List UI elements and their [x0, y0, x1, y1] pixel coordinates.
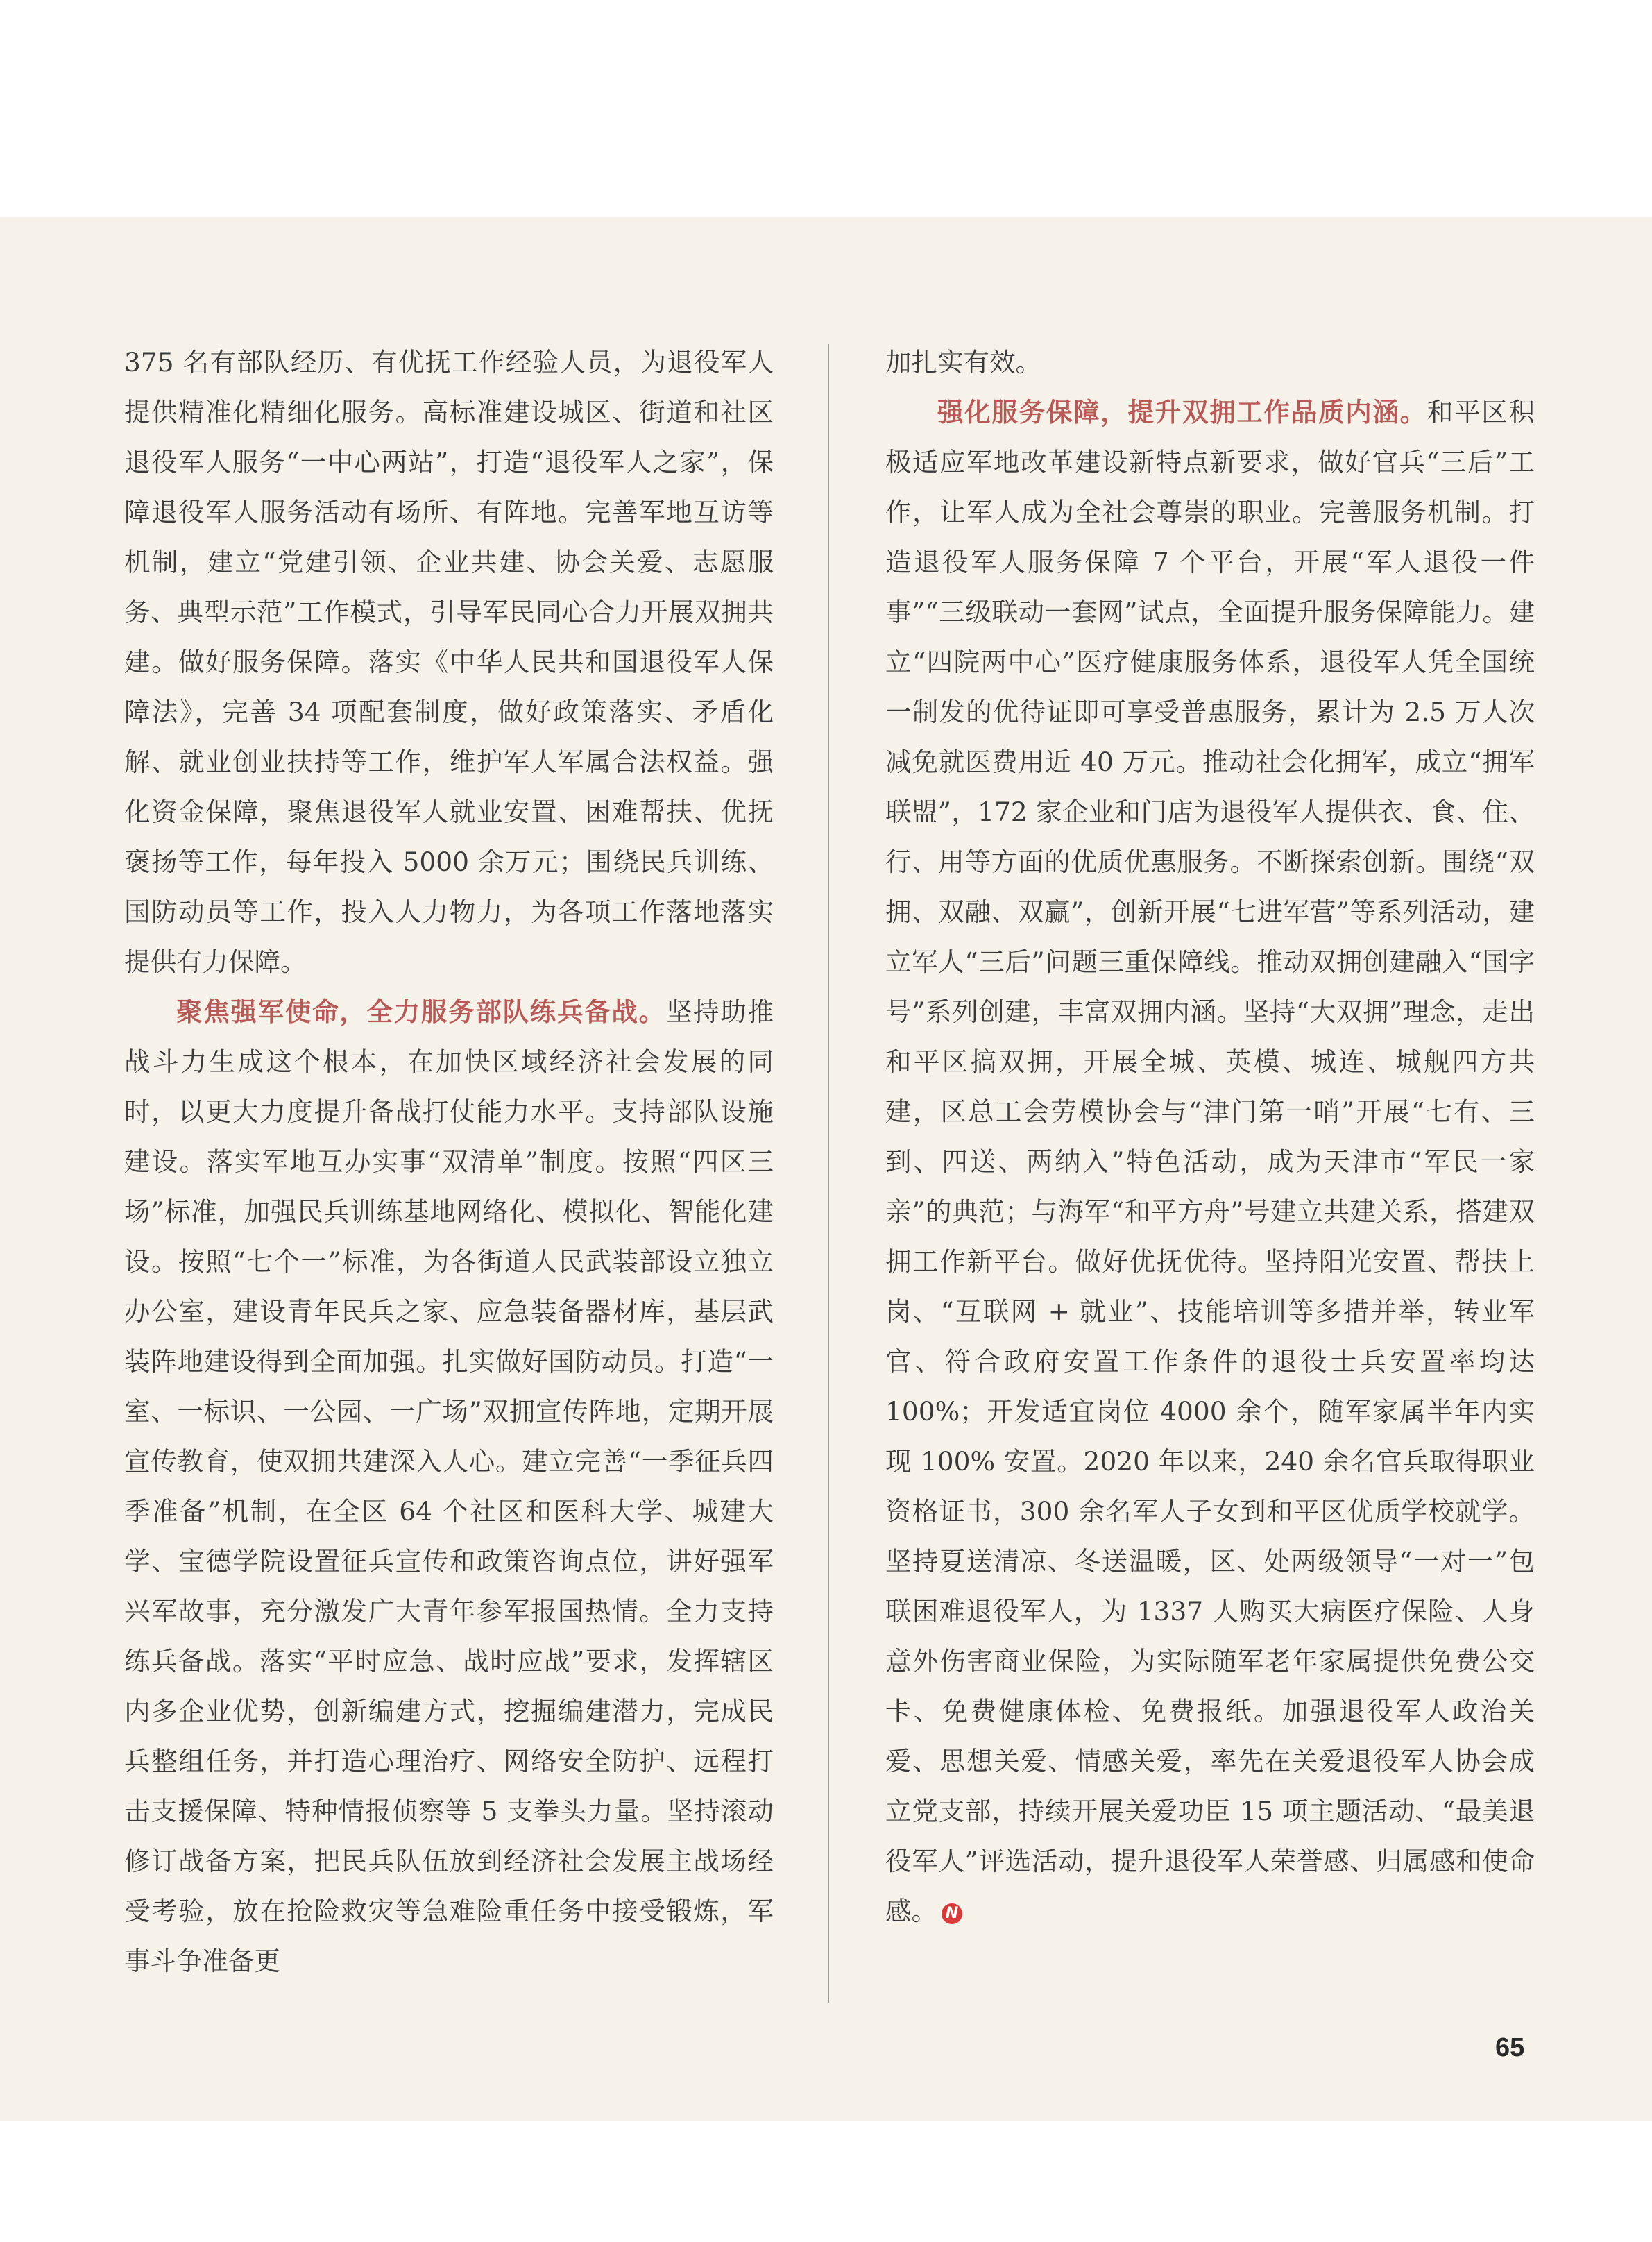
left-paragraph-2-body: 坚持助推战斗力生成这个根本，在加快区域经济社会发展的同时，以更大力度提升备战打仗能力水平。支持部队设施建设。落实军地互办实事“双清单”制度。按照“四区三场”标准，加强民兵训练基地网络化、模拟化、智能化建设。按照“七个一”标准，为各街道人民武装部设立独立办公室，建设青年民兵之家、应急装备器材库，基层武装阵地建设得到全面加强。扎实做好国防动员。打造“一室、一标识、一公园、一广场”双拥宣传阵地，定期开展宣传教育，使双拥共建深入人心。建立完善“一季征兵四季准备”机制，在全区 64 个社区和医科大学、城建大学、宝德学院设置征兵宣传和政策咨询点位，讲好强军兴军故事，充分激发广大青年参军报国热情。全力支持练兵备战。落实“平时应急、战时应战”要求，发挥辖区内多企业优势，创新编建方式，挖掘编建潜力，完成民兵整组任务，并打造心理治疗、网络安全防护、远程打击支援保障、特种情报侦察等 5 支拳头力量。坚持滚动修订战备方案，把民兵队伍放到经济社会发展主战场经受考验，放在抢险救灾等急难险重任务中接受锻炼，军事斗争准备更 [124, 996, 774, 1976]
section-heading-training: 聚焦强军使命，全力服务部队练兵备战。 [176, 996, 666, 1027]
article-end-icon: N [942, 1903, 962, 1924]
left-paragraph-1: 375 名有部队经历、有优抚工作经验人员，为退役军人提供精准化精细化服务。高标准建设城区、街道和社区退役军人服务“一中心两站”，打造“退役军人之家”，保障退役军人服务活动有场所、有阵地。完善军地互访等机制，建立“党建引领、企业共建、协会关爱、志愿服务、典型示范”工作模式，引导军民同心合力开展双拥共建。做好服务保障。落实《中华人民共和国退役军人保障法》，完善 34 项配套制度，做好政策落实、矛盾化解、就业创业扶持等工作，维护军人军属合法权益。强化资金保障，聚焦退役军人就业安置、困难帮扶、优抚褒扬等工作，每年投入 5000 余万元；围绕民兵训练、国防动员等工作，投入人力物力，为各项工作落地落实提供有力保障。 [124, 347, 774, 977]
right-paragraph-1: 加扎实有效。 [885, 347, 1041, 377]
left-paragraph-2 [124, 987, 774, 1986]
right-paragraph-2 [885, 387, 1535, 1936]
section-heading-service: 强化服务保障，提升双拥工作品质内涵。 [937, 397, 1427, 427]
article-right-column [885, 337, 1535, 1936]
article-left-column [124, 337, 774, 1986]
right-paragraph-2-body: 和平区积极适应军地改革建设新特点新要求，做好官兵“三后”工作，让军人成为全社会尊崇的职业。完善服务机制。打造退役军人服务保障 7 个平台，开展“军人退役一件事”“三级联动一套网”试点，全面提升服务保障能力。建立“四院两中心”医疗健康服务体系，退役军人凭全国统一制发的优待证即可享受普惠服务，累计为 2.5 万人次减免就医费用近 40 万元。推动社会化拥军，成立“拥军联盟”，172 家企业和门店为退役军人提供衣、食、住、行、用等方面的优质优惠服务。不断探索创新。围绕“双拥、双融、双赢”，创新开展“七进军营”等系列活动，建立军人“三后”问题三重保障线。推动双拥创建融入“国字号”系列创建，丰富双拥内涵。坚持“大双拥”理念，走出和平区搞双拥，开展全城、英模、城连、城舰四方共建，区总工会劳模协会与“津门第一哨”开展“七有、三到、四送、两纳入”特色活动，成为天津市“军民一家亲”的典范；与海军“和平方舟”号建立共建关系，搭建双拥工作新平台。做好优抚优待。坚持阳光安置、帮扶上岗、“互联网 + 就业”、技能培训等多措并举，转业军官、符合政府安置工作条件的退役士兵安置率均达 100%；开发适宜岗位 4000 余个，随军家属半年内实现 100% 安置。2020 年以来，240 余名官兵取得职业资格证书，300 余名军人子女到和平区优质学校就学。坚持夏送清凉、冬送温暖，区、处两级领导“一对一”包联困难退役军人，为 1337 人购买大病医疗保险、人身意外伤害商业保险，为实际随军老年家属提供免费公交卡、免费健康体检、免费报纸。加强退役军人政治关爱、思想关爱、情感关爱，率先在关爱退役军人协会成立党支部，持续开展关爱功臣 15 项主题活动、“最美退役军人”评选活动，提升退役军人荣誉感、归属感和使命感。 [885, 397, 1535, 1926]
page-number: 65 [1495, 2033, 1525, 2062]
column-divider [828, 344, 829, 2003]
